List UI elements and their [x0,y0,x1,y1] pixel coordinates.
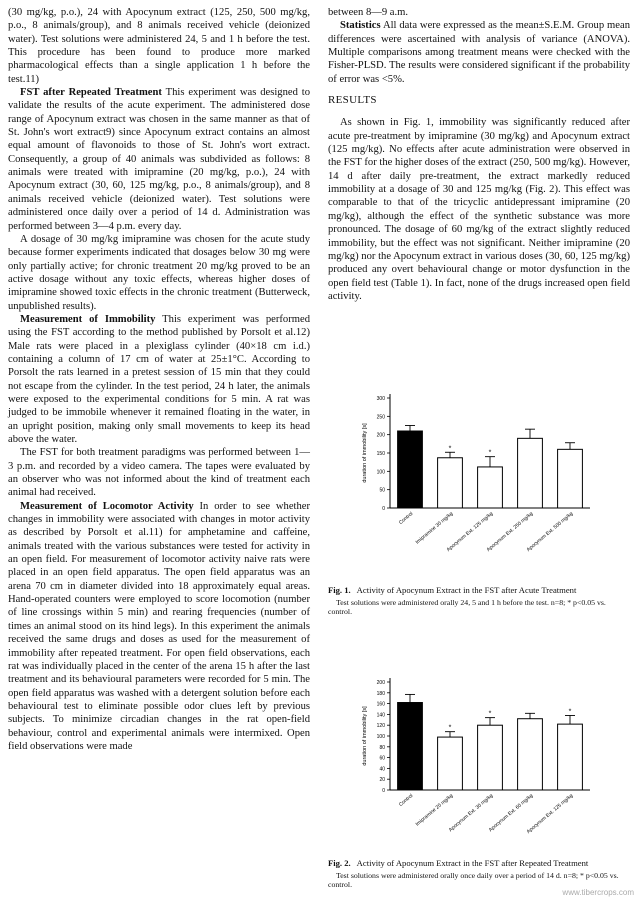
fig1-y-axis-label: duration of immobility [s] [362,423,368,483]
fig2-bar [438,737,463,790]
fig2-category-label: Control [398,792,415,808]
figure-2-caption [328,858,630,869]
fig2-y-tick-label: 100 [376,734,385,740]
fig2-y-tick-label: 140 [376,712,385,719]
fig1-y-tick-label: 250 [376,414,385,421]
left-column [8,6,310,753]
paragraph-fst-procedure: The FST for both treatment paradigms was performed between 1—3 p.m. and recorded by a video camera. The tapes were evaluated by an observer who was not informed about the kind of treatment each animal had received. [8,447,310,499]
fig1-significance-mark: * [448,445,452,453]
figure-2-note: Test solutions were administered orally once daily over a period of 14 d. n=8; * p<0.05 vs. control. [328,870,619,890]
fig2-y-tick-label: 120 [376,723,385,730]
fig1-y-tick-label: 0 [382,506,385,512]
fig1-y-tick-label: 50 [379,487,385,494]
heading-locomotor: Measurement of Locomotor Activity [20,500,194,512]
paragraph-dosage: A dosage of 30 mg/kg imipramine was chosen for the acute study because former experiments indicated that dosages below 30 mg were only partially active; for chronic treatment 20 mg/kg proved to be an active dosage without any toxic effects, whereas higher doses of imipramine showed toxic effects in the chronic treatment (Butterweck, unpublished results). [8,233,310,312]
figure-1-label: Fig. 1. [328,585,351,595]
paragraph-statistics [328,19,630,86]
paragraph-immobility [8,313,310,446]
figure-1-caption [328,585,630,596]
fig2-category-label: Apocynum Ext. 125 mg/kg [525,792,575,836]
fig1-y-tick-label: 200 [376,432,385,439]
figure-2-chart [328,660,630,856]
fig2-category-label: Apocynum Ext. 30 mg/kg [447,792,495,834]
paragraph-methods-acute: (30 mg/kg, p.o.), 24 with Apocynum extract (125, 250, 500 mg/kg, p.o., 8 animals/group), and 8 animals received vehicle (deionized water). Test solutions were administered 24, 5 and 1 h before the test. This procedure has been found to produce more marked pharmacological effects than a single application 1 h before the test.11) [8,7,310,85]
heading-statistics: Statistics [340,20,381,32]
fig2-y-tick-label: 0 [382,788,385,794]
fig2-category-label: Imipramine 20 mg/kg [414,792,455,828]
figure-1-title: Activity of Apocynum Extract in the FST after Acute Treatment [356,585,577,595]
fig2-bar [478,725,503,790]
fig1-category-label: Apocynum Ext. 250 mg/kg [485,510,535,554]
paragraph-results: As shown in Fig. 1, immobility was significantly reduced after acute pre-treatment by imipramine (30 mg/kg) and Apocynum extract (125 mg/kg). No effects after acute administration were observed in the FST for the higher doses of the extract (250, 500 mg/kg). However, 14 d after daily pre-treatment, the extract markedly reduced immobility at a dosage of 30 and 125 mg/kg (Fig. 2). This effect was comparable to that of the tricyclic antidepressant imipramine (20 mg/kg), although the effect of the synthetic substance was more pronounced. The dosage of 60 mg/kg of the extract slightly reduced immobility, but the effect was not significant. Neither imipramine (20 mg/kg) nor the Apocynum extract in various doses (30, 60, 125 mg/kg) produced any overt behavioural change or motor dysfunction in the open field test (Table 1). In fact, none of the drugs increased open field activity. [328,117,630,302]
fig1-category-label: Control [398,510,415,526]
fig1-significance-mark: * [488,449,492,457]
section-results-heading: RESULTS [328,94,377,107]
fig2-y-tick-label: 200 [376,680,385,686]
fig1-bar [518,438,543,508]
fig1-category-label: Apocynum Ext. 500 mg/kg [525,510,575,554]
paragraph-locomotor-text: In order to see whether changes in immobility were associated with changes in motor activity as described by Porsolt et al.11) for amphetamine and caffeine, animals treated with the various substances were tested for activity in an open field. For measurement of locomotor activity naive rats were placed in an open field apparatus. The open field apparatus was an arena 70 cm in diameter divided into 18 approximately equal areas. Hand-operated counters were employed to score locomotion (number of line crossings within 5 min) and rearing frequencies (number of times an animal stood on its hind legs). In this experiment the animals received the same drugs and doses as used for the measurement of immobility after repeated treatment. For open field observations, each rat was individually placed in the center of the arena 15 h after the last treatment and its behavioural parameters were recorded for 5 min. The open field apparatus was washed with a detergent solution before each behavioural test to eliminate possible odor clues left by previous subjects. To minimize circadian changes in the rat open-field behaviour, control and experimental animals were intermixed. Open field observations were made [8,500,310,752]
fig2-y-tick-label: 180 [376,690,385,697]
fig2-y-tick-label: 40 [379,766,385,773]
fig2-significance-mark: * [568,708,572,716]
fig1-y-tick-label: 150 [376,451,385,457]
fig1-y-tick-label: 300 [376,396,385,402]
paragraph-repeated-treatment [8,86,310,233]
paragraph-immobility-text: This experiment was performed using the FST according to the method published by Porsolt et al.12) Male rats were placed in a plexiglass cylinder (40×18 cm i.d.) containing a column of 17 cm of water at 25±1°C. According to Porsolt the rats learned in a pretest session of 15 min that they could not escape from the cylinder. In the test period, 24 h later, the animals were exposed to the experimental conditions for 5 min. A rat was judged to be immobile whenever it remained floating in the water, in an upright position, making only small movements to keep its head above the water. [8,313,310,445]
fig2-y-tick-label: 60 [379,755,385,762]
figure-1-note: Test solutions were administered orally 24, 5 and 1 h before the test. n=8; * p<0.05 vs. control. [328,597,606,617]
fig2-bar [558,724,583,790]
paragraph-locomotor [8,500,310,754]
figure-2-label: Fig. 2. [328,858,351,868]
right-column [328,6,630,303]
paragraph-statistics-text: All data were expressed as the mean±S.E.M. Group mean differences were ascertained with analysis of variance (ANOVA). Multiple comparisons among treatment means were checked with the Fisher-PLSD. The results were considered significant if the probability of error was <5%. [328,20,630,85]
fig1-bar [438,458,463,508]
fig2-y-tick-label: 80 [379,744,385,751]
heading-immobility: Measurement of Immobility [20,313,156,325]
fig1-category-label: Imipramine 30 mg/kg [414,510,455,546]
paragraph-repeated-text: This experiment was designed to validate the results of the acute experiment. The administered dose range of Apocynum extract was chosen in the same manner as that of St. John's wort extract9) since Apocynum extract contains an almost equal amount of flavonoids to those of St. John's wort extract. Consequently, a group of 40 animals was subdivided as follows: 8 animals were treated with imipramine (20 mg/kg, p.o.), 24 with Apocynum extract (30, 60, 125 mg/kg, p.o., 8 animals/group), and 8 animals received vehicle (deionized water). Test solutions were administered once daily over a period of 14 d. Administration was performed between 3—4 p.m. every day. [8,87,311,232]
fig2-bar [518,719,543,790]
fig2-category-label: Apocynum Ext. 60 mg/kg [487,792,535,834]
fig2-y-axis-label: duration of immobility [s] [362,706,368,766]
fig2-y-tick-label: 20 [379,777,385,784]
fig1-bar [398,431,423,508]
watermark: www.tibercrops.com [562,888,634,897]
figure-1 [328,378,630,617]
fig1-category-label: Apocynum Ext. 125 mg/kg [445,510,495,554]
heading-fst-repeated: FST after Repeated Treatment [20,87,162,99]
fig1-y-tick-label: 100 [376,469,385,476]
fig2-y-tick-label: 160 [376,701,385,708]
figure-1-chart [328,378,630,583]
fig2-bar [398,703,423,790]
figure-2 [328,660,630,890]
fig1-bar [478,467,503,508]
figure-2-title: Activity of Apocynum Extract in the FST after Repeated Treatment [356,858,589,868]
fig1-bar [558,449,583,508]
fig2-significance-mark: * [488,710,492,718]
fig2-significance-mark: * [448,724,452,732]
paragraph-continuation: between 8—9 a.m. [328,7,409,18]
